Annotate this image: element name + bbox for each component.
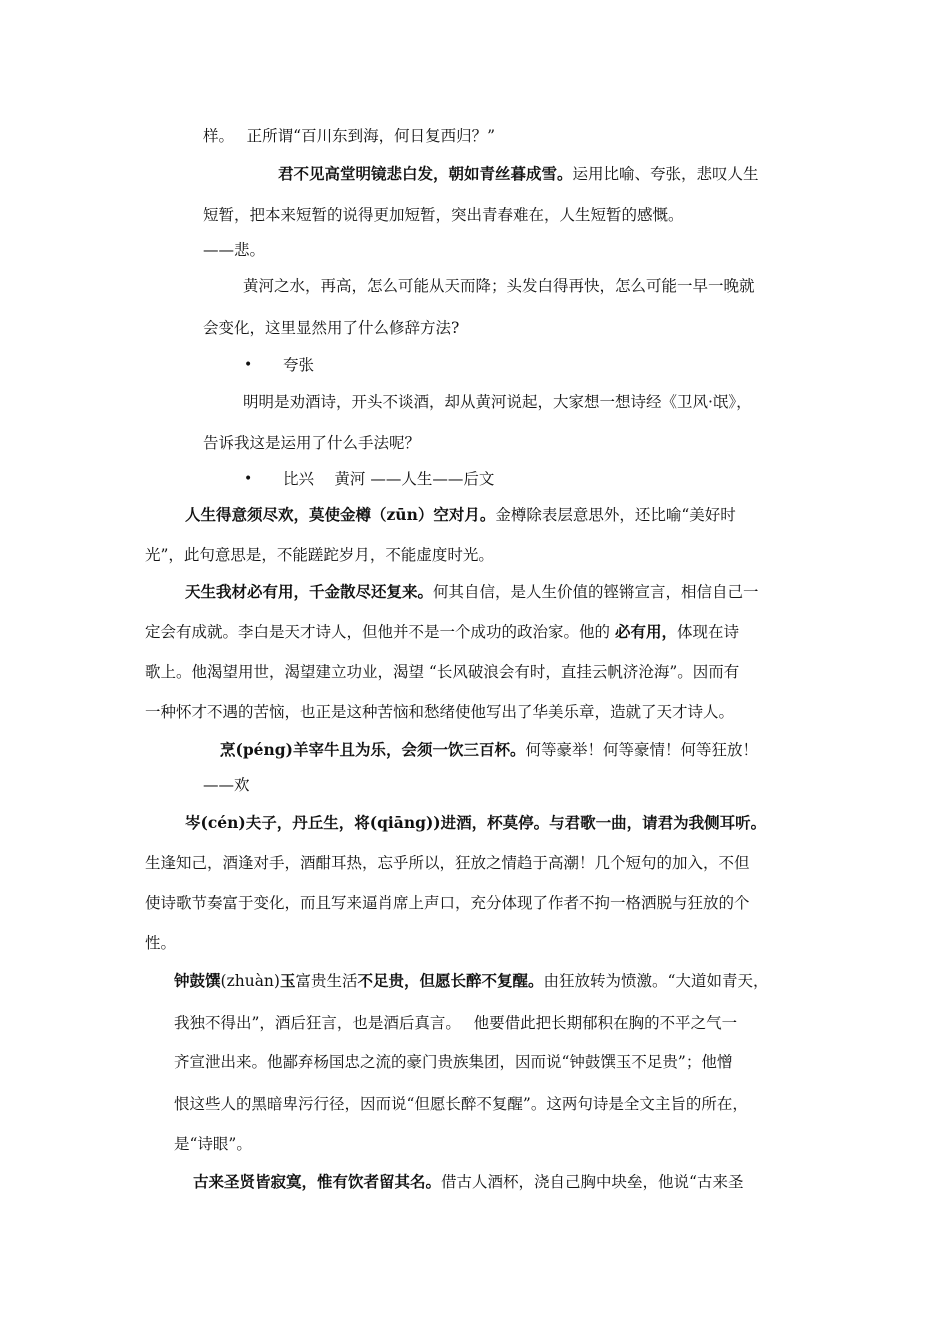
text-line bbox=[174, 971, 768, 991]
text-line bbox=[185, 582, 759, 602]
bullet-item bbox=[283, 469, 494, 489]
text-line bbox=[243, 276, 755, 296]
line-text: 短暂，把本来短暂的说得更加短暂，突出青春难在，人生短暂的感慨。 bbox=[203, 206, 684, 224]
pinyin-text: (zhuàn) bbox=[220, 972, 280, 990]
poem-verse: 不足贵，但愿长醉不复醒。 bbox=[357, 971, 544, 990]
text-line bbox=[174, 1052, 732, 1072]
text-line bbox=[145, 853, 750, 873]
line-text: 定会有成就。李白是天才诗人，但他并不是一个成功的政治家。他的 bbox=[145, 623, 615, 641]
poem-verse: 古来圣贤皆寂寞，惟有饮者留其名。 bbox=[193, 1172, 442, 1191]
poem-verse: 烹(péng)羊宰牛且为乐，会须一饮三百杯。 bbox=[220, 740, 526, 759]
line-text: 黄河之水，再高，怎么可能从天而降；头发白得再快，怎么可能一早一晚就 bbox=[243, 277, 755, 295]
line-text: 生逢知己，酒逢对手，酒酣耳热，忘乎所以，狂放之情趋于高潮！几个短句的加入，不但 bbox=[145, 854, 750, 872]
text-line bbox=[203, 240, 265, 260]
bullet-text: 比兴 黄河 ——人生——后文 bbox=[283, 470, 495, 488]
line-text: 性。 bbox=[145, 934, 177, 952]
text-line bbox=[174, 1094, 748, 1114]
poem-verse: 玉 bbox=[279, 971, 296, 990]
bullet-text: 夸张 bbox=[283, 356, 315, 374]
text-line bbox=[220, 740, 758, 760]
text-line bbox=[145, 933, 176, 953]
text-line bbox=[203, 775, 250, 795]
line-text: 恨这些人的黑暗卑污行径，因而说“但愿长醉不复醒”。这两句诗是全文主旨的所在， bbox=[174, 1095, 748, 1113]
line-text: 一种怀才不遇的苦恼，也正是这种苦恼和愁绪使他写出了华美乐章，造就了天才诗人。 bbox=[145, 703, 735, 721]
text-line bbox=[185, 505, 736, 525]
text-line bbox=[185, 813, 766, 833]
text-line bbox=[203, 205, 684, 225]
text-line bbox=[243, 392, 752, 412]
poem-verse: 君不见高堂明镜悲白发，朝如青丝暮成雪。 bbox=[278, 164, 573, 183]
line-text: 告诉我这是运用了什么手法呢？ bbox=[203, 434, 421, 452]
line-text: 是“诗眼”。 bbox=[174, 1135, 252, 1153]
emotion-label: ——欢 bbox=[203, 776, 250, 794]
text-line bbox=[145, 622, 739, 642]
poem-verse: 钟鼓馔 bbox=[174, 971, 221, 990]
line-text: 歌上。他渴望用世，渴望建立功业，渴望 “长风破浪会有时，直挂云帆济沧海”。因而有 bbox=[145, 663, 740, 681]
line-text: 使诗歌节奏富于变化，而且写来逼肖席上声口，充分体现了作者不拘一格洒脱与狂放的个 bbox=[145, 894, 750, 912]
text-line bbox=[145, 662, 739, 682]
line-text: 光”，此句意思是，不能蹉跎岁月，不能虚度时光。 bbox=[145, 546, 494, 564]
bullet-icon: • bbox=[244, 471, 253, 487]
line-text: 齐宣泄出来。他鄙弃杨国忠之流的豪门贵族集团，因而说“钟鼓馔玉不足贵”；他憎 bbox=[174, 1053, 733, 1071]
text-line bbox=[145, 545, 494, 565]
text-line bbox=[145, 893, 750, 913]
line-text: 明明是劝酒诗，开头不谈酒，却从黄河说起，大家想一想诗经《卫风·氓》， bbox=[243, 393, 752, 411]
line-text: 样。 正所谓“百川东到海，何日复西归？” bbox=[203, 127, 496, 145]
emphasis-text: 必有用， bbox=[614, 622, 677, 641]
text-line bbox=[203, 433, 420, 453]
line-text: 体现在诗 bbox=[676, 623, 739, 641]
line-text: 富贵生活 bbox=[295, 972, 358, 990]
line-text: 我独不得出”，酒后狂言，也是酒后真言。 他要借此把长期郁积在胸的不平之气一 bbox=[174, 1014, 738, 1032]
commentary-text: 借古人酒杯，浇自己胸中块垒，他说“古来圣 bbox=[441, 1173, 744, 1191]
line-text: 会变化，这里显然用了什么修辞方法? bbox=[203, 319, 460, 337]
emotion-label: ——悲。 bbox=[203, 241, 266, 259]
text-line bbox=[203, 126, 495, 146]
commentary-text: 何等豪举！何等豪情！何等狂放！ bbox=[525, 741, 758, 759]
poem-verse: 岑(cén)夫子，丹丘生，将(qiāng))进酒，杯莫停。与君歌一曲，请君为我侧耳听。 bbox=[185, 813, 767, 832]
text-line bbox=[203, 318, 459, 338]
commentary-text: 由狂放转为愤激。“大道如青天， bbox=[543, 972, 769, 990]
text-line bbox=[174, 1134, 252, 1154]
text-line bbox=[145, 702, 734, 722]
text-line bbox=[193, 1172, 743, 1192]
poem-verse: 人生得意须尽欢，莫使金樽（zūn）空对月。 bbox=[185, 505, 496, 524]
bullet-icon: • bbox=[244, 357, 253, 373]
commentary-text: 金樽除表层意思外，还比喻“美好时 bbox=[495, 506, 736, 524]
text-line bbox=[278, 164, 759, 184]
poem-verse: 天生我材必有用，千金散尽还复来。 bbox=[185, 582, 434, 601]
bullet-item bbox=[283, 355, 314, 375]
text-line bbox=[174, 1013, 737, 1033]
commentary-text: 何其自信，是人生价值的铿锵宣言，相信自己一 bbox=[433, 583, 759, 601]
commentary-text: 运用比喻、夸张，悲叹人生 bbox=[572, 165, 759, 183]
